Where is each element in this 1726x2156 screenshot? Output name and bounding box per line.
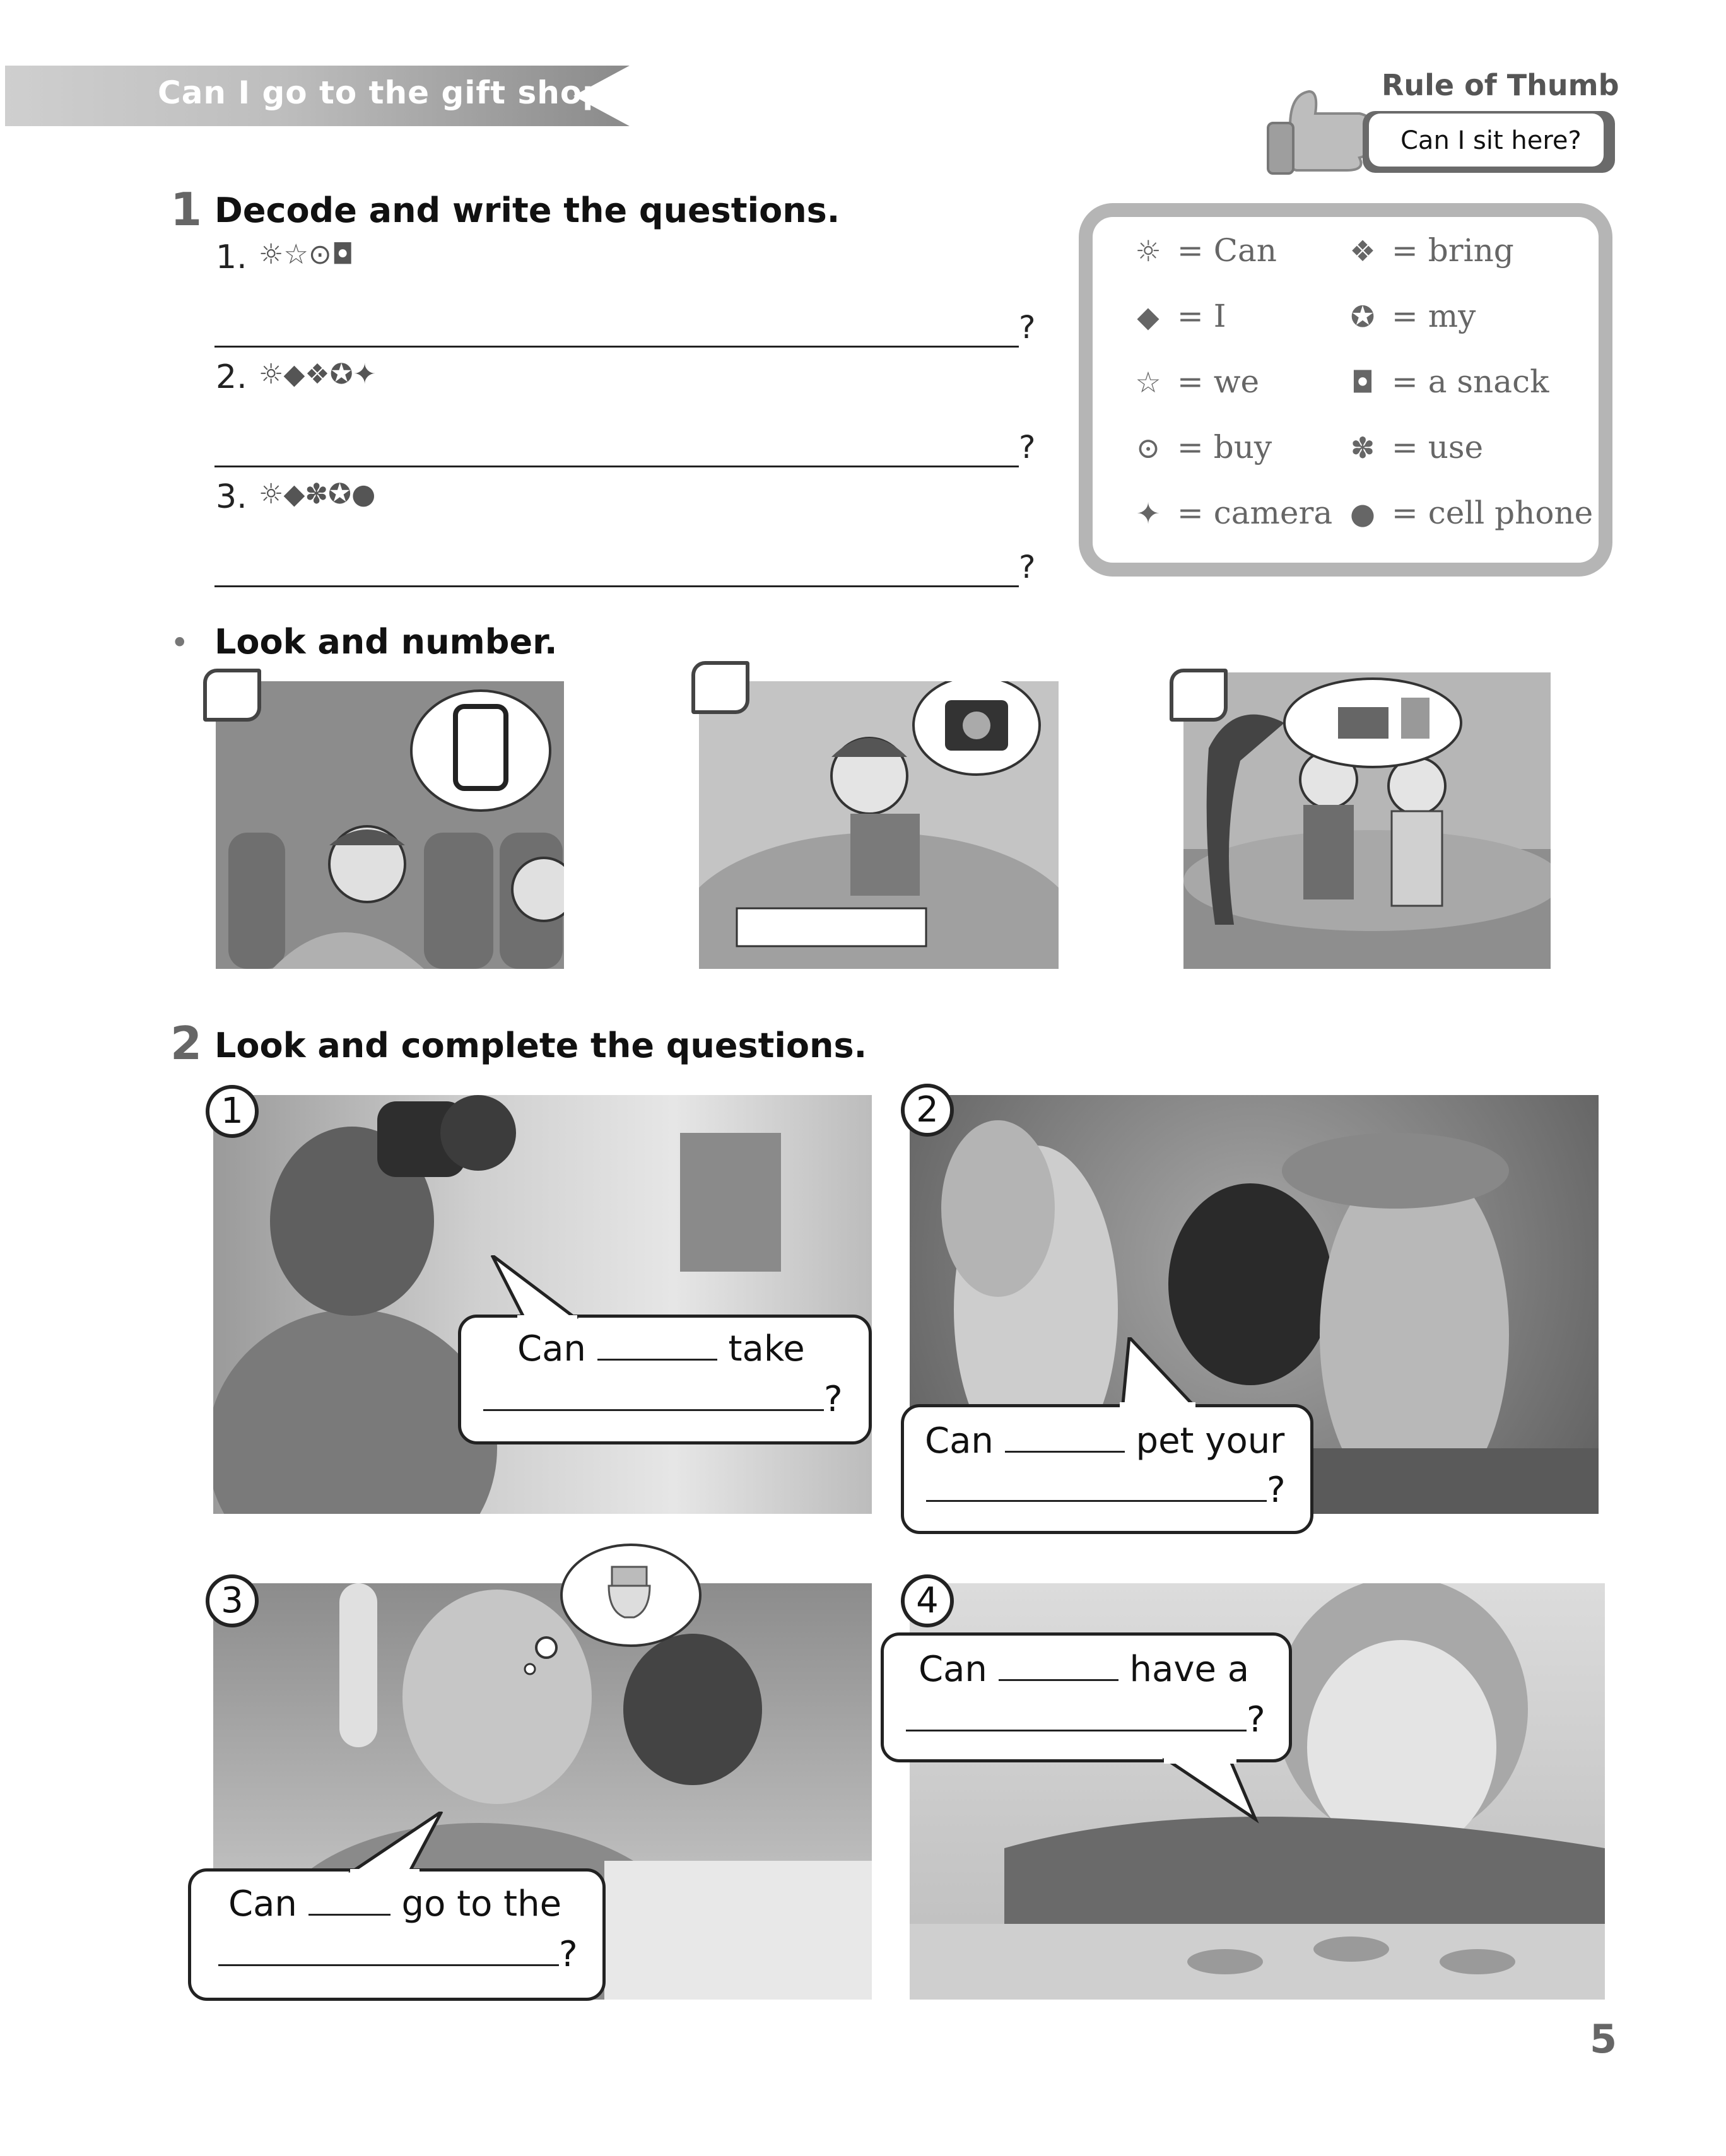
section-2-number: 2 [170,1017,203,1070]
section-1-number: 1 [170,183,203,236]
bubble-2-blank-2[interactable] [926,1500,1267,1502]
illustration-outdoor-snack [1183,672,1551,969]
bubble-4-line-1 [919,1649,1249,1690]
key-meaning: = use [1391,429,1484,466]
page-number: 5 [1590,2016,1617,2062]
key-meaning: = buy [1177,429,1272,466]
number-box-2[interactable] [691,661,749,714]
key-symbol: ✪ [1350,300,1375,334]
key-meaning: = cell phone [1391,495,1594,531]
bubble-3-line-2 [218,1934,578,1975]
item-3-qmark: ? [1019,549,1036,585]
key-symbol: ● [1349,496,1376,530]
key-row-cell-phone [1344,495,1593,531]
item-1-qmark: ? [1019,309,1036,346]
key-row-use [1344,429,1483,466]
section-2-instruction: Look and complete the questions. [214,1026,867,1065]
bubble-4-line-2 [906,1699,1265,1740]
bubble-1-blank-1[interactable] [597,1359,717,1361]
key-symbol: ◘ [1351,365,1375,399]
key-meaning: = Can [1177,232,1277,269]
illustration-desk-camera [699,681,1059,969]
key-meaning: = I [1177,298,1226,334]
bubble-3-blank-1[interactable] [308,1914,390,1916]
key-symbol: ✽ [1350,431,1375,465]
speech-bubble-1-tail [486,1255,580,1321]
bubble-1-line-1 [517,1328,805,1369]
key-meaning: = a snack [1391,363,1549,400]
bubble-2-qmark: ? [1267,1470,1286,1511]
photo-2-number: 2 [901,1084,954,1137]
bubble-4-can: Can [919,1649,987,1690]
bubble-4-blank-2[interactable] [906,1730,1247,1731]
item-1-label: 1. [216,238,247,276]
item-3-answer-line[interactable] [214,585,1019,587]
key-symbol: ◆ [1137,300,1159,334]
key-row-i [1129,298,1226,334]
key-symbol: ☆ [1135,365,1161,399]
look-number-instruction: Look and number. [214,622,558,662]
key-row-camera [1129,495,1332,531]
illustration-bus-phone [216,681,564,969]
photo-1-number: 1 [206,1085,259,1138]
bubble-4-blank-1[interactable] [999,1679,1118,1681]
item-1-code: ☼☆⊙◘ [259,238,354,271]
speech-bubble-2-tail [1117,1337,1205,1408]
bullet: • [170,624,189,661]
bubble-1-line-2 [483,1379,843,1420]
item-2-answer-line[interactable] [214,466,1019,467]
bubble-3-blank-2[interactable] [218,1964,559,1966]
photo-4-number: 4 [901,1574,954,1627]
key-row-my [1344,298,1476,334]
speech-bubble-3-tail [334,1812,448,1875]
key-meaning: = bring [1391,232,1514,269]
bubble-3-can: Can [228,1884,297,1925]
key-symbol: ✦ [1136,496,1161,530]
item-3-code: ☼◆✽✪● [259,478,376,510]
key-row-we [1129,363,1259,400]
item-2-qmark: ? [1019,429,1036,466]
key-symbol: ☼ [1135,234,1161,268]
bubble-2-line-2 [926,1470,1286,1511]
key-meaning: = camera [1177,495,1333,531]
page-title: Can I go to the gift shop? [158,74,625,111]
thought-bubble-toilet [524,1542,707,1680]
bubble-2-line-1 [925,1421,1284,1462]
key-symbol: ⊙ [1136,431,1161,465]
key-row-buy [1129,429,1272,466]
bubble-1-rest: take [728,1328,805,1369]
toilet-icon [612,1567,647,1586]
rule-of-thumb-title: Rule of Thumb [1382,68,1619,102]
key-meaning: = we [1177,363,1260,400]
bubble-1-blank-2[interactable] [483,1409,824,1411]
key-symbol: ❖ [1349,234,1376,268]
key-row-bring [1344,232,1514,269]
key-meaning: = my [1391,298,1476,334]
bubble-1-can: Can [517,1328,586,1369]
item-1-answer-line[interactable] [214,346,1019,348]
section-1-instruction: Decode and write the questions. [214,190,840,230]
bubble-1-qmark: ? [824,1379,843,1420]
item-3-label: 3. [216,478,247,516]
number-box-3[interactable] [1170,669,1228,722]
bubble-4-qmark: ? [1247,1699,1265,1740]
bubble-2-can: Can [925,1421,994,1462]
bubble-3-line-1 [228,1884,561,1925]
bubble-3-qmark: ? [559,1934,578,1975]
number-box-1[interactable] [203,669,261,722]
item-2-code: ☼◆❖✪✦ [259,358,377,390]
bubble-4-rest: have a [1129,1649,1250,1690]
key-row-can [1129,232,1277,269]
bubble-3-rest: go to the [401,1884,562,1925]
bubble-2-rest: pet your [1136,1421,1285,1462]
item-2-label: 2. [216,358,247,396]
key-row-snack [1344,363,1549,400]
rule-of-thumb-text: Can I sit here? [1400,126,1582,155]
photo-3-number: 3 [206,1574,259,1627]
bubble-2-blank-1[interactable] [1005,1451,1125,1453]
speech-bubble-4-tail [1161,1756,1274,1825]
